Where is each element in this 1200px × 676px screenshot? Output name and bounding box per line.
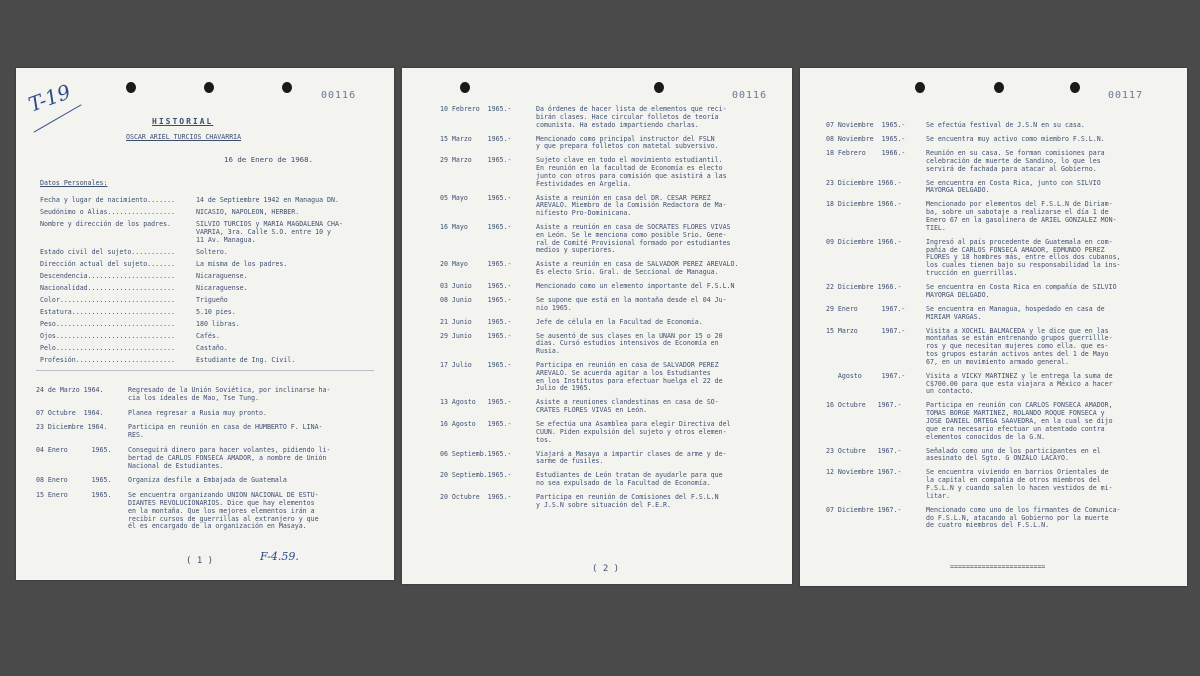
entry-date: 20 Octubre 1965.- bbox=[440, 492, 512, 501]
entry-text: Asiste a reunión en casa de SOCRATES FLORES VIVAS en León. Se le menciona como posible Srio. Gene- ral de Comité Provisional formado por estudiantes medios y superiores. bbox=[536, 223, 731, 255]
entry-text: Se supone que está en la montaña desde el 04 Ju- nio 1965. bbox=[536, 295, 727, 312]
entry-text: Se ausentó de sus clases en la UNAN por 15 o 20 días. Cursó estudios intensivos de Economía en Rusia. bbox=[536, 331, 723, 356]
entry-text: Se efectúa una Asamblea para elegir Directiva del CUUN. Piden expulsión del sujeto y otros elemen- tos. bbox=[536, 420, 731, 444]
entry-date: 29 Marzo 1965.- bbox=[440, 156, 512, 165]
entry-text: Se encuentra organizando UNION NACIONAL DE ESTU- DIANTES REVOLUCIONARIOS. Dice que hay elementos en la montaña. Que los mejores elementos irán a recibir cursos de guerrillas al extranjero y que él es encargado de la organización en Masaya. bbox=[128, 491, 319, 531]
entry-text: Se efectúa festival de J.S.N en su casa. bbox=[926, 121, 1085, 129]
entry-text: Reunión en su casa. Se forman comisiones para celebración de muerte de Sandino, lo que les servirá de fachada para atacar al Gobierno. bbox=[926, 149, 1105, 173]
entry-text: Mencionado por elementos del F.S.L.N de Diriam- ba, sobre un sabotaje a realizarse el día 1 de Enero 67 en la gasolinera de ARIEL GONZALEZ MON- TIEL. bbox=[926, 200, 1117, 232]
entry-date: 08 Junio 1965.- bbox=[440, 295, 512, 304]
entry-text: Visita a VICKY MARTINEZ y le entrega la suma de C$700.00 para que esta viajara a México a hacer un contacto. bbox=[926, 371, 1113, 396]
field-value: 5.10 pies. bbox=[196, 307, 236, 316]
entry-text: Visita a XOCHIL BALMACEDA y le dice que en las montañas se están entrenando grupos guerrillle- ros y que necesitan mujeres como ella. que es- tos grupos estarán activos antes del 1 de Mayo 67, en un movimiento armado general. bbox=[926, 326, 1113, 366]
field-value: Estudiante de Ing. Civil. bbox=[196, 355, 296, 364]
entry-text: Sujeto clave en todo el movimiento estudiantil. En reunión en la facultad de Economía es electo junto con otros para comisión que asistirá a las Festividades en Argelia. bbox=[536, 156, 727, 188]
field-value: Trigueño bbox=[196, 295, 228, 304]
punch-hole bbox=[1070, 82, 1080, 93]
entry-text: Se encuentra en Costa Rica, junto con SILVIO MAYORGA DELGADO. bbox=[926, 178, 1101, 195]
field-value: La misma de los padres. bbox=[196, 259, 288, 268]
entry-date: 04 Enero 1965. bbox=[36, 446, 112, 454]
entry-text: Se encuentra en Managua, hospedado en casa de MIRIAM VARGAS. bbox=[926, 304, 1105, 321]
punch-hole bbox=[915, 82, 925, 93]
entry-date: 20 Mayo 1965.- bbox=[440, 260, 512, 269]
document-page-3 bbox=[800, 68, 1187, 586]
entry-date: 22 Diciembre 1966.- bbox=[826, 283, 902, 291]
field-label: Peso.............................. bbox=[40, 319, 175, 328]
field-label: Estado civil del sujeto........... bbox=[40, 247, 175, 256]
field-label: Descendencia...................... bbox=[40, 271, 175, 280]
end-rule: ======================== bbox=[950, 563, 1046, 571]
handwritten-note: F-4.59. bbox=[260, 550, 299, 563]
entry-date: 07 Noviembre 1965.- bbox=[826, 121, 906, 129]
document-page-2 bbox=[402, 68, 792, 584]
document-heading: HISTORIAL bbox=[152, 117, 214, 126]
document-page-1 bbox=[16, 68, 394, 580]
entry-date: 20 Septiemb.1965.- bbox=[440, 471, 512, 480]
entry-text: Se encuentra viviendo en barrios Orientales de la capital en compañía de otros miembros del F.S.L.N y cuando salen lo hacen vestidos de mi- litar. bbox=[926, 468, 1113, 500]
entry-text: Participa en reunión en casa de HUMBERTO F. LINA- RES. bbox=[128, 423, 323, 440]
punch-hole bbox=[460, 82, 470, 93]
serial-number: 00116 bbox=[732, 90, 768, 101]
serial-number: 00116 bbox=[321, 90, 357, 101]
document-date: 16 de Enero de 1968. bbox=[224, 155, 313, 164]
entry-date: 29 Junio 1965.- bbox=[440, 331, 512, 340]
field-label: Color............................. bbox=[40, 295, 175, 304]
entry-text: Mencionado como uno de los firmantes de Comunica- do F.S.L.N, atacando al Gobierno por la muerte de cuatro miembros del F.S.L.N. bbox=[926, 505, 1121, 530]
entry-date: 15 Marzo 1967.- bbox=[826, 326, 906, 335]
field-value: NICASIO, NAPOLEON, HERBER. bbox=[196, 208, 300, 216]
punch-hole bbox=[126, 82, 136, 93]
entry-date: 21 Junio 1965.- bbox=[440, 317, 512, 326]
entry-date: 07 Diciembre 1967.- bbox=[826, 505, 902, 514]
section-title: Datos Personales: bbox=[40, 179, 108, 187]
field-label: Fecha y lugar de nacimiento....... bbox=[40, 196, 175, 204]
entry-text: Asiste a reunión en casa del DR. CESAR PEREZ AREVALO. Miembro de la Comisión Redactora de Ma- nifiesto Pro-Dominicana. bbox=[536, 193, 727, 218]
entry-date: 18 Diciembre 1966.- bbox=[826, 200, 902, 209]
field-value: 180 libras. bbox=[196, 319, 240, 328]
entry-text: Planea regresar a Rusia muy pronto. bbox=[128, 408, 267, 417]
subject-name: OSCAR ARIEL TURCIOS CHAVARRIA bbox=[126, 133, 242, 141]
field-value: SILVIO TURCIOS y MARIA MAGDALENA CHA- VARRIA, 3ra. Calle S.O. entre 10 y 11 Av. Managua. bbox=[196, 220, 343, 244]
entry-date: 23 Diciembre 1966.- bbox=[826, 178, 902, 187]
entry-date: 08 Enero 1965. bbox=[36, 476, 112, 485]
entry-text: Ingresó al país procedente de Guatemala en com- pañía de CARLOS FONSECA AMADOR, EDMUNDO PEREZ FLORES y 18 hombres más, entre ellos dos cubanos, los cuales tienen bajo su responsabilidad la ins- trucción en guerrillas. bbox=[926, 237, 1121, 277]
entry-date: 23 Octubre 1967.- bbox=[826, 446, 902, 455]
punch-hole bbox=[282, 82, 292, 93]
field-value: 14 de Septiembre 1942 en Managua DN. bbox=[196, 196, 339, 204]
entry-text: Señalado como uno de los participantes en el asesinato del Sgto. G ONZALO LACAYO. bbox=[926, 446, 1101, 463]
entry-text: Viajará a Masaya a impartir clases de arme y de- sarme de fusiles. bbox=[536, 449, 727, 466]
divider bbox=[36, 370, 374, 371]
entry-text: Se encuentra muy activo como miembro F.S.L.N. bbox=[926, 135, 1105, 143]
field-value: Soltero. bbox=[196, 247, 228, 256]
entry-text: Da órdenes de hacer lista de elementos que reci- birán clases. Hace circular folletos de teoría comunista. Ha estado impartiendo charlas. bbox=[536, 105, 727, 129]
entry-text: Asiste a reuniones clandestinas en casa de SO- CRATES FLORES VIVAS en León. bbox=[536, 398, 719, 415]
entry-date: 13 Agosto 1965.- bbox=[440, 398, 512, 407]
page-number: ( 2 ) bbox=[592, 564, 620, 574]
entry-date: 29 Enero 1967.- bbox=[826, 304, 906, 313]
entry-text: Conseguirá dinero para hacer volantes, pidiendo li- bertad de CARLOS FONSECA AMADOR, a nombre de Unión Nacional de Estudiantes. bbox=[128, 446, 331, 470]
entry-date: 17 Julio 1965.- bbox=[440, 361, 512, 369]
entry-date: 08 Noviembre 1965.- bbox=[826, 135, 906, 143]
punch-hole bbox=[994, 82, 1004, 93]
field-label: Dirección actual del sujeto....... bbox=[40, 259, 175, 268]
field-value: Cafés. bbox=[196, 331, 220, 340]
entry-date: Agosto 1967.- bbox=[826, 371, 906, 380]
entry-date: 24 de Marzo 1964. bbox=[36, 386, 104, 394]
entry-text: Asiste a reunión en casa de SALVADOR PEREZ AREVALO. Es electo Srio. Gral. de Seccional de Managua. bbox=[536, 260, 739, 277]
field-label: Nombre y dirección de los padres. bbox=[40, 220, 172, 228]
entry-date: 12 Noviembre 1967.- bbox=[826, 468, 902, 477]
entry-date: 07 Octubre 1964. bbox=[36, 408, 104, 417]
field-label: Nacionalidad...................... bbox=[40, 283, 175, 292]
entry-text: Participa en reunión con CARLOS FONSECA AMADOR, TOMAS BORGE MARTINEZ, ROLANDO ROQUE FONSECA y JOSE DANIEL ORTEGA SAAVEDRA, en la cual se dijo que era necesario efectuar un atentado contra elementos conocidos de la G.N. bbox=[926, 401, 1113, 441]
entry-text: Mencionado como un elemento importante del F.S.L.N bbox=[536, 282, 735, 290]
page-number: ( 1 ) bbox=[186, 556, 214, 566]
punch-hole bbox=[204, 82, 214, 93]
field-label: Estatura.......................... bbox=[40, 307, 175, 316]
entry-date: 09 Diciembre 1966.- bbox=[826, 237, 902, 246]
entry-text: Mencionado como principal instructor del FSLN y que prepara folletos con matetal subversivo. bbox=[536, 134, 719, 151]
entry-date: 03 Junio 1965.- bbox=[440, 282, 512, 290]
field-value: Nicaraguense. bbox=[196, 271, 248, 280]
entry-text: Se encuentra en Costa Rica en compañía de SILVIO MAYORGA DELGADO. bbox=[926, 283, 1117, 299]
field-label: Profesión......................... bbox=[40, 355, 175, 364]
field-value: Castaño. bbox=[196, 343, 228, 352]
entry-date: 05 Mayo 1965.- bbox=[440, 193, 512, 202]
entry-date: 16 Octubre 1967.- bbox=[826, 401, 902, 410]
entry-date: 18 Febrero 1966.- bbox=[826, 149, 906, 157]
serial-number: 00117 bbox=[1108, 90, 1144, 101]
entry-date: 06 Septiemb.1965.- bbox=[440, 449, 512, 458]
entry-date: 16 Mayo 1965.- bbox=[440, 223, 512, 231]
entry-text: Jefe de célula en la Facultad de Economía. bbox=[536, 317, 703, 326]
entry-date: 23 Diciembre 1964. bbox=[36, 423, 108, 432]
field-label: Seudónimo o Alias................. bbox=[40, 208, 175, 216]
handwritten-tag: T-19 bbox=[25, 79, 74, 117]
field-value: Nicaraguense. bbox=[196, 283, 248, 292]
entry-date: 15 Enero 1965. bbox=[36, 491, 112, 500]
entry-text: Organiza desfile a Embajada de Guatemala bbox=[128, 476, 287, 485]
entry-text: Estudiantes de León tratan de ayudarle para que no sea expulsado de la Facultad de Economía. bbox=[536, 471, 723, 487]
field-label: Pelo.............................. bbox=[40, 343, 175, 352]
entry-date: 10 Febrero 1965.- bbox=[440, 105, 512, 113]
punch-hole bbox=[654, 82, 664, 93]
field-label: Ojos.............................. bbox=[40, 331, 175, 340]
entry-text: Participa en reunión en casa de SALVADOR PEREZ AREVALO. Se acuerda agitar a los Estudiantes en los Institutos para efectuar huelga el 22 de Julio de 1965. bbox=[536, 361, 723, 393]
entry-date: 16 Agosto 1965.- bbox=[440, 420, 512, 428]
entry-text: Regresado de la Unión Soviética, por inclinarse ha- cia los ideales de Mao, Tse Tung. bbox=[128, 386, 331, 402]
entry-date: 15 Marzo 1965.- bbox=[440, 134, 512, 143]
entry-text: Participa en reunión de Comisiones del F.S.L.N y J.S.N sobre situación del F.E.R. bbox=[536, 492, 719, 509]
